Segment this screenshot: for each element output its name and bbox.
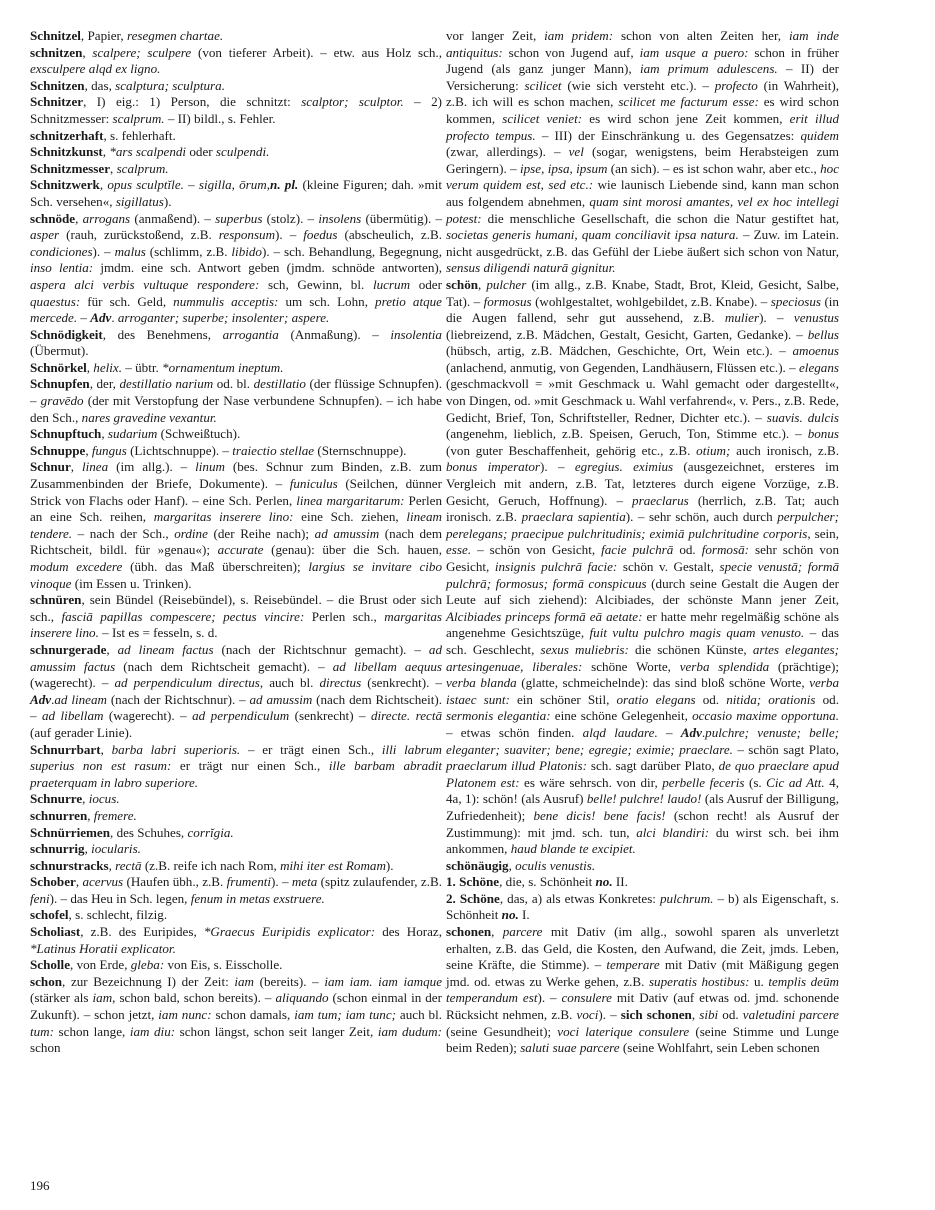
entry-definition: , z.B. des Euripides, *Graecus Euripidis explicator: des Horaz, *Latinus Horatii explicator.: [30, 924, 442, 956]
entry-definition: , helix. – übtr. *ornamentum ineptum.: [86, 359, 284, 375]
entry-definition: , fungus (Lichtschnuppe). – traiectio stellae (Sternschnuppe).: [85, 442, 407, 458]
dictionary-entry: [30, 642, 442, 742]
entry-definition: , linea (im allg.). – linum (bes. Schnur zum Binden, z.B. zum Zusammenbinden der Briefe, Dokumente). – funiculus (Seilchen, dünner Strick von Flachs oder Hanf). – eine Sch. Perlen, linea margaritarum: Perlen an eine Sch. reihen, margaritas inserere lino: eine Sch. ziehen, lineam tendere. – nach der Sch., ordine (der Reihe nach); ad amussim (nach dem Richtscheit, bildl. für »genau«); accurate (genau): über die Sch. hauen, modum excedere (übh. das Maß überschreiten); largius se invitare cibo vinoque (im Essen u. Trinken).: [30, 459, 443, 591]
entry-headword: Schnupftuch: [30, 426, 102, 442]
dictionary-entry: [30, 825, 442, 842]
entry-definition: , scalprum.: [110, 160, 169, 176]
entry-definition: , Papier, resegmen chartae.: [80, 28, 224, 43]
dictionary-entry: [30, 94, 442, 127]
dictionary-entry: [30, 592, 442, 642]
entry-headword: Schnitzer: [30, 94, 84, 110]
entry-definition: , barba labri superioris. – er trägt einen Sch., illi labrum superius non est rasum: er trägt nur einen Sch., ille barbam abradit praeterquam in labro superiore.: [30, 741, 442, 790]
right-column: [446, 28, 839, 1057]
dictionary-entry: [30, 45, 442, 78]
dictionary-entry: [30, 28, 442, 45]
dictionary-entry: [30, 443, 442, 460]
dictionary-entry: [30, 161, 442, 178]
dictionary-entry: [30, 957, 442, 974]
entry-headword: schnüren: [30, 592, 82, 608]
entry-headword: schon: [30, 973, 63, 989]
entry-definition: , iocularis.: [84, 841, 141, 857]
dictionary-entry: [30, 924, 442, 957]
dictionary-entry: [30, 144, 442, 161]
dictionary-entry: [446, 28, 839, 277]
entry-definition: , das, scalptura; sculptura.: [84, 77, 225, 93]
entry-definition: vor langer Zeit, iam pridem: schon von alten Zeiten her, iam inde antiquitus: schon von Jugend auf, iam usque a puero: schon in früher Jugend (als ganz junger Mann), iam primum adulescens. – II) der Versicherung: scilicet (wie sich versteht etc.). – profecto (in Wahrheit), z.B. ich will es schon machen, scilicet me facturum esse: es wird schon kommen, scilicet veniet: es wird schon jene Zeit kommen, erit illud profecto tempus. – III) der Einschränkung u. des Gegensatzes: quidem (zwar, allerdings). – vel (sogar, wenigstens, beim Herabsteigen zum Geringern). – ipse, ipsa, ipsum (an sich). – es ist schon wahr, aber etc., hoc verum quidem est, sed etc.: wie launisch Liebende sind, kann man schon aus folgendem abnehmen, quam sint morosi amantes, vel ex hoc intellegi potest: die menschliche Gesellschaft, die schon die Natur gestiftet hat, societas generis humani, quam conciliavit ipsa natura. – Zuw. im Latein. nicht ausgedrückt, z.B. das Gefühl der Liebe äußert sich schon von Natur, sensus diligendi naturā gignitur.: [446, 28, 840, 276]
entry-headword: Schnörkel: [30, 359, 87, 375]
entry-headword: Schnürriemen: [30, 824, 111, 840]
entry-definition: , der, destillatio narium od. bl. destillatio (der flüssige Schnupfen). – gravēdo (der mit Verstopfung der Nase verbundene Schnupfen). – ich habe den Sch., nares gravedine vexantur.: [30, 376, 442, 425]
entry-definition: , zur Bezeichnung I) der Zeit: iam (bereits). – iam iam. iam iamque (stärker als iam, schon bald, schon bereits). – aliquando (schon einmal in der Zukunft). – schon jetzt, iam nunc: schon damals, iam tum; iam tunc; auch bl. tum: schon lange, iam diu: schon längst, schon seit langer Zeit, iam dudum: schon: [30, 973, 443, 1056]
entry-definition: , s. fehlerhaft.: [103, 127, 176, 143]
dictionary-entry: [30, 841, 442, 858]
entry-headword: Scholle: [30, 957, 71, 973]
dictionary-entry: [446, 858, 839, 875]
entry-headword: Schnupfen: [30, 376, 90, 392]
entry-definition: , I) eig.: 1) Person, die schnitzt: scalptor; sculptor. – 2) Schnitzmesser: scalprum. – II) bildl., s. Fehler.: [30, 94, 442, 126]
entry-headword: Schnitzwerk: [30, 177, 100, 193]
dictionary-entry: [30, 327, 442, 360]
dictionary-entry: [30, 808, 442, 825]
entry-headword: Schnitzel: [30, 28, 81, 43]
entry-headword: schonen: [446, 924, 492, 940]
dictionary-entry: [30, 874, 442, 907]
dictionary-entry: [30, 128, 442, 145]
entry-headword: Schnurrbart: [30, 741, 101, 757]
entry-headword: Schnurre: [30, 791, 83, 807]
entry-definition: , acervus (Haufen übh., z.B. frumenti). – meta (spitz zulaufender, z.B. feni). – das Heu in Sch. legen, fenum in metas exstruere.: [30, 874, 442, 906]
dictionary-entry: [446, 891, 839, 924]
dictionary-entry: [30, 426, 442, 443]
entry-headword: Schnitzen: [30, 77, 85, 93]
dictionary-entry: [446, 874, 839, 891]
dictionary-entry: [446, 924, 839, 1057]
entry-headword: schön: [446, 276, 479, 292]
entry-definition: , opus sculptĭle. – sigilla, ōrum,n. pl. (kleine Figuren; dah. »mit Sch. versehen«, sigillatus).: [30, 177, 443, 209]
entry-headword: Schnur: [30, 459, 71, 475]
page-number: 196: [30, 1178, 50, 1193]
entry-definition: , das, a) als etwas Konkretes: pulchrum. – b) als Eigenschaft, s. Schönheit no. I.: [446, 890, 839, 923]
dictionary-entry: [30, 360, 442, 377]
left-column: [30, 28, 442, 1057]
dictionary-entry: [30, 78, 442, 95]
entry-definition: , sudarium (Schweißtuch).: [101, 426, 241, 442]
entry-headword: schönäugig: [446, 857, 509, 873]
entry-definition: , von Erde, gleba: von Eis, s. Eisscholle.: [70, 957, 283, 973]
entry-headword: Schober: [30, 874, 76, 890]
entry-headword: Schnitzmesser: [30, 160, 111, 176]
entry-headword: Schnödigkeit: [30, 326, 103, 342]
dictionary-entry: [446, 277, 839, 858]
entry-headword: Schnitzkunst: [30, 144, 103, 160]
dictionary-entry: [30, 791, 442, 808]
entry-headword: schnurrig: [30, 841, 85, 857]
entry-headword: schnöde: [30, 210, 76, 226]
dictionary-entry: [30, 907, 442, 924]
entry-headword: schnurstracks: [30, 857, 109, 873]
entry-definition: , *ars scalpendi oder sculpendi.: [102, 144, 270, 160]
entry-definition: , rectā (z.B. reife ich nach Rom, mihi iter est Romam).: [108, 857, 394, 873]
entry-definition: , pulcher (im allg., z.B. Knabe, Stadt, Brot, Kleid, Gesicht, Salbe, Tat). – formosus (wohlgestaltet, wohlgebildet, z.B. Knabe). – speciosus (in die Augen fallend, sehr gut aussehend, z.B. mulier). – venustus (liebreizend, z.B. Mädchen, Gestalt, Gesicht, Garten, Gedanke). – bellus (hübsch, artig, z.B. Mädchen, Geschichte, Ort, Wein etc.). – amoenus (anlachend, anmutig, von Gegenden, Landhäusern, Flüssen etc.). – elegans (geschmackvoll = »mit Geschmack u. Wahl gemacht oder dargestellt«, von Dingen, od. »mit Geschmack u. Wahl verfahrend«, v. Pers., z.B. Rede, Gedicht, Brief, Ton, Schriftsteller, Redner, Dichter etc.). – suavis. dulcis (angenehm, lieblich, z.B. Speisen, Geruch, Ton, Stimme etc.). – bonus (von guter Beschaffenheit, gehörig etc., z.B. otium; auch ironisch, z.B. bonus imperator). – egregius. eximius (ausgezeichnet, ersteres im Vergleich mit andern, z.B. Tat, letzteres durch eigene Vorzüge, z.B. Gesicht, Geruch, Hoffnung). – praeclarus (herrlich, z.B. Tat; auch ironisch. z.B. praeclara sapientia). – sehr schön, auch durch perpulcher; perelegans; praecipue pulchritudinis; eximiā pulchritudine corporis, sein, esse. – schön von Gesicht, facie pulchrā od. formosā: sehr schön von Gesicht, insignis pulchrā facie: schön v. Gestalt, specie venustā; formā pulchrā; formosus; formā conspicuus (durch seine Gestalt die Augen der Leute auf sich ziehend): Alcibiades, der schönste Mann jener Zeit, Alcibiades princeps formā eā aetate: er hatte mehr regelmäßig schöne als angenehme Gesichtszüge, fuit vultu pulchro magis quam venusto. – das sch. Geschlecht, sexus muliebris: die schönen Künste, artes elegantes; artesingenuae, liberales: schöne Worte, verba splendida (prächtige); verba blanda (glatte, schmeichelnde): das sind bloß schöne Worte, verba istaec sunt: ein schöner Stil, oratio elegans od. nitida; orationis od. sermonis elegantia: eine schöne Gelegenheit, occasio maxime opportuna. – etwas schön finden. alqd laudare. – Adv.pulchre; venuste; belle; eleganter; suaviter; bene; egregie; eximie; praeclare. – schön sagt Plato, praeclarum illud Platonis: sch. sagt darüber Plato, de quo praeclare apud Platonem est: es wäre sehrsch. von dir, perbelle feceris (s. Cic ad Att. 4, 4a, 1): schön! (als Ausruf) belle! pulchre! laudo! (als Ausruf der Billigung, Zufriedenheit); bene dicis! bene facis! (schon recht! als Ausruf der Zustimmung): mit jmd. sch. tun, alci blandiri: du wirst sch. bei ihm ankommen, haud blande te excipiet.: [446, 276, 840, 857]
entry-definition: , des Schuhes, corrĭgia.: [110, 824, 234, 840]
entry-definition: , fremere.: [87, 807, 137, 823]
entry-definition: , parcere mit Dativ (im allg., sowohl sparen als unverletzt erhalten, z.B. das Geld, die Kosten, den Aufwand, die Zeit, jmds. Leben, seine Kräfte, die Stimme). – temperare mit Dativ (mit Mäßigung gegen jmd. od. etwas zu Werke gehen, z.B. superatis hostibus: u. templis deūm temperandum est). – consulere mit Dativ (auf etwas od. jmd. schonende Rücksicht nehmen, z.B. voci). – sich schonen, sibi od. valetudini parcere (seine Gesundheit); voci laterique consulere (seine Stimme und Lunge beim Reden); saluti suae parcere (seine Wohlfahrt, sein Leben schonen: [446, 924, 840, 1056]
entry-headword: Scholiast: [30, 924, 81, 940]
dictionary-entry: [30, 211, 442, 327]
entry-headword: schnurren: [30, 807, 88, 823]
entry-definition: , iocus.: [82, 791, 120, 807]
entry-headword: 2. Schöne: [446, 890, 500, 906]
dictionary-entry: [30, 376, 442, 426]
entry-headword: schnitzen: [30, 44, 83, 60]
entry-headword: Schnuppe: [30, 442, 86, 458]
entry-headword: schofel: [30, 907, 69, 923]
entry-headword: schnurgerade: [30, 641, 107, 657]
dictionary-entry: [30, 177, 442, 210]
dictionary-entry: [30, 742, 442, 792]
entry-headword: 1. Schöne: [446, 874, 500, 890]
entry-definition: , die, s. Schönheit no. II.: [499, 874, 628, 890]
entry-headword: schnitzerhaft: [30, 127, 104, 143]
entry-definition: , des Benehmens, arrogantia (Anmaßung). – insolentia (Übermut).: [30, 326, 442, 359]
entry-definition: , scalpere; sculpere (von tieferer Arbeit). – etw. aus Holz sch., exsculpere alqd ex ligno.: [30, 44, 443, 77]
entry-definition: , sein Bündel (Reisebündel), s. Reisebündel. – die Brust oder sich sch., fasciā papillas compescere; pectus vincire: Perlen sch., margaritas inserere lino. – Ist es = fesseln, s. d.: [30, 592, 442, 641]
entry-definition: , oculis venustis.: [508, 857, 596, 873]
entry-definition: , arrogans (anmaßend). – superbus (stolz). – insolens (übermütig). – asper (rauh, zurückstoßend, z.B. responsum). – foedus (abscheulich, z.B. condiciones). – malus (schlimm, z.B. libido). – sch. Behandlung, Begegnung, inso lentia: jmdm. eine sch. Antwort geben (jmdm. schnöde antworten), aspera alci verbis vultuque respondere: sch, Gewinn, bl. lucrum oder quaestus: für sch. Geld, nummulis acceptis: um sch. Lohn, pretio atque mercede. – Adv. arroganter; superbe; insolenter; aspere.: [30, 210, 443, 326]
entry-definition: , ad lineam factus (nach der Richtschnur gemacht). – ad amussim factus (nach dem Richtscheit gemacht). – ad libellam aequus (wagerecht). – ad perpendiculum directus, auch bl. directus (senkrecht). – Adv.ad lineam (nach der Richtschnur). – ad amussim (nach dem Richtscheit). – ad libellam (wagerecht). – ad perpendiculum (senkrecht) – directe. rectā (auf gerader Linie).: [30, 641, 443, 740]
dictionary-entry: [30, 974, 442, 1057]
dictionary-entry: [30, 459, 442, 592]
dictionary-entry: [30, 858, 442, 875]
entry-definition: , s. schlecht, filzig.: [68, 907, 168, 923]
